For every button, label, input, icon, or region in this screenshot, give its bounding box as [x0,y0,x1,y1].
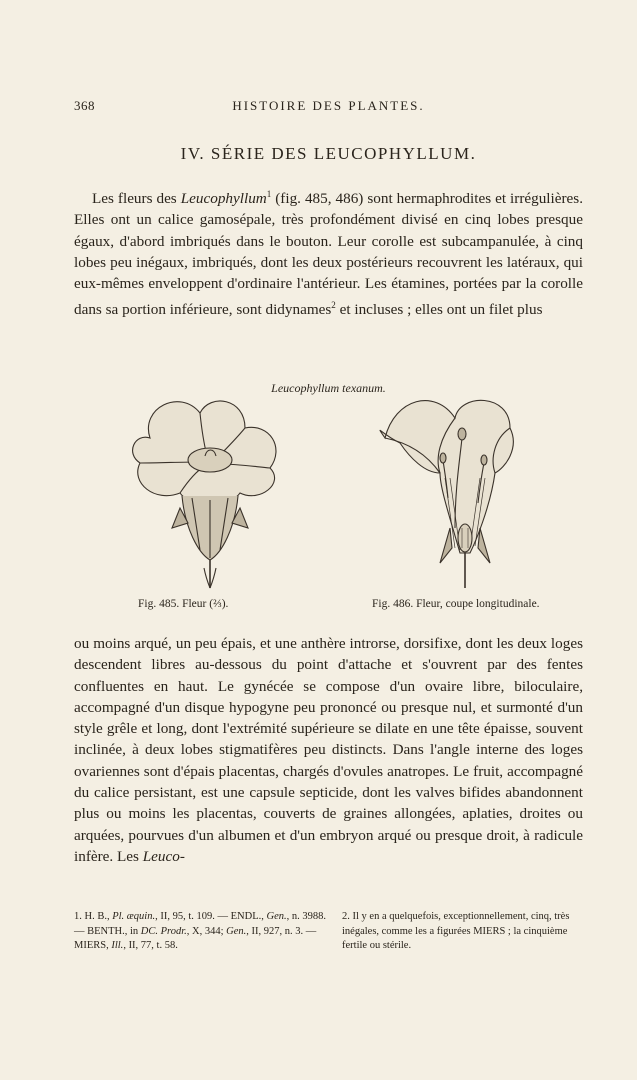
paragraph-1 [74,184,583,320]
paragraph-2 [74,633,583,867]
fn1-part: Gen. [266,911,287,922]
footnote-ref-1[interactable]: 1 [266,189,272,199]
fn1-part: 1. H. B., [74,911,113,922]
flower-section-drawing [380,400,513,588]
p1-text-end: et incluses ; elles ont un filet plus [335,300,543,318]
footnote-2 [342,910,587,954]
p1-text-start: Les fleurs des [92,190,181,208]
p2-text: ou moins arqué, un peu épais, et une anthère introrse, dorsifixe, dont les deux loges descendent libres au-dessous du point d'attache et s'ouvrent par des fentes confluentes en haut. Le gynécée se compose d'un ovaire libre, biloculaire, accompagné d'un disque hypogyne peu prononcé ou presque nul, et surmonté d'un style grêle et long, dont l'extrémité supérieure se dilate en une tête épaisse, souvent inclinée, à deux lobes stigmatifères peu distincts. Dans l'angle interne des loges ovariennes sont d'épais placentas, chargés d'ovules anatropes. Le fruit, accompagné du calice persistant, est une capsule septicide, dont les valves bifides abandonnent plus ou moins les placentas, couverts de graines allongées, aplaties, droites ou arquées, pourvues d'un albumen et d'un embryon arqué ou presque droit, à radicule infère. Les [74,635,583,865]
footnote-1 [74,910,336,954]
botanical-illustration [110,378,540,598]
fn1-part: , II, 95, t. 109. — ENDL., [155,911,267,922]
genus-name: Leucophyllum [180,190,267,208]
fn1-part: , II, 77, t. 58. [123,940,178,951]
footnote-2-text: 2. Il y en a quelquefois, exceptionnellement, cinq, très inégales, comme les a figurées MIERS ; la cinquième fertile ou stérile. [342,911,570,951]
running-title: HISTOIRE DES PLANTES. [232,98,425,113]
figure-caption-485: Fig. 485. Fleur (⅔). [138,598,229,610]
p2-hyphenated-genus: Leuco- [142,847,185,865]
footnote-ref-2[interactable]: 2 [331,299,336,310]
fn1-part: DC. Prodr. [140,925,187,937]
fn1-part: , II, 927, n. 3. — MIERS, [74,925,317,951]
fn1-part: , n. 3988. — BENTH., in [74,911,327,937]
fn1-part: Pl. æquin. [112,911,156,922]
page-number: 368 [74,98,95,113]
fn1-part: Gen. [226,925,247,937]
figure-title: Leucophyllum texanum. [271,381,386,395]
figure-caption-486: Fig. 486. Fleur, coupe longitudinale. [372,598,540,610]
flower-front-drawing [133,401,276,588]
fn1-part: , X, 344; [186,925,227,937]
section-title: IV. SÉRIE DES LEUCOPHYLLUM. [180,144,477,163]
fn1-part: Ill. [111,940,124,951]
p1-text-middle: (fig. 485, 486) sont hermaphrodites et irrégulières. Elles ont un calice gamosépale, très profondément divisé en cinq lobes presque égaux, d'abord imbriqués dans le bouton. Leur corolle est subcampanulée, à cinq lobes peu inégaux, imbriqués, dont les deux postérieurs recouvrent les latéraux, qui eux-mêmes enveloppent d'ordinaire l'antérieur. Les étamines, portées par la corolle dans sa portion inférieure, sont didynames [74,190,583,318]
